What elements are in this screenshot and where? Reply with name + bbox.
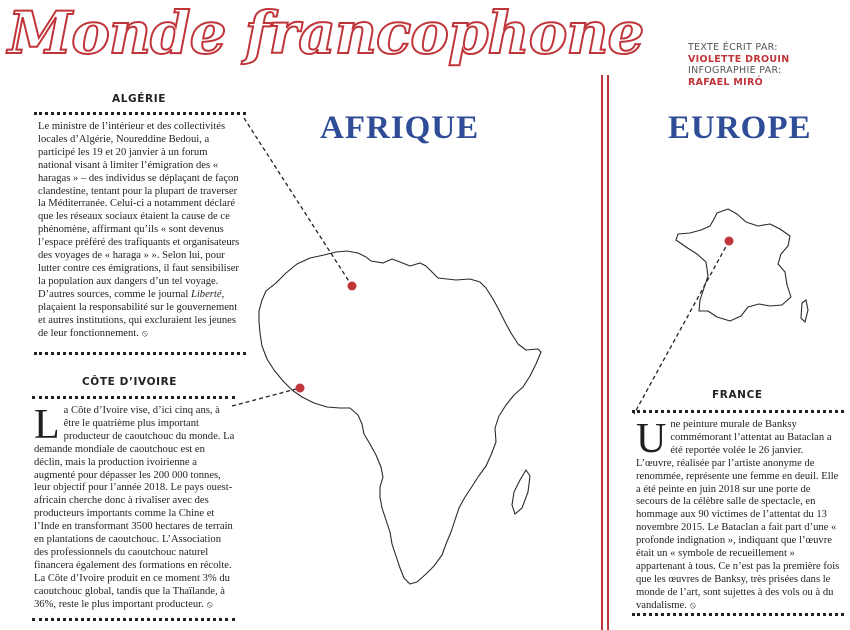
ivory-coast-dotted-rule-top [32, 396, 235, 399]
graphic-author: RAFAEL MIRÓ [688, 76, 763, 88]
ivory-coast-article-box [32, 396, 235, 624]
paris-marker [725, 237, 734, 246]
france-article-box [632, 410, 844, 620]
algeria-leader-line [244, 118, 352, 286]
ivory-coast-section-title: CÔTE D’IVOIRE [82, 376, 178, 388]
france-dotted-rule-top [632, 410, 844, 413]
corsica-map-outline [801, 300, 808, 322]
ivory-coast-marker [296, 384, 305, 393]
france-article-text: ne peinture murale de Banksy commémorant l’attentat au Bataclan a été reportée volée le 26 janvier. L’œuvre, réalisée par l’artiste anonyme de renommée, représente une femme en deuil. Elle a été peinte en juin 2018 sur une porte de secours de la célèbre salle de spectacle, en hommage aux 90 victimes de l’attentat du 13 novembre 2015. Le Bataclan a fait part d’une « profonde indignation », indiquant que l’œuvre était un « symbole de recueillement » appartenant à tous. Ce n’est pas la première fois que les œuvres de Banksy, très prisées dans le monde de l’art, sont sujettes à des vols ou à du vandalisme. [636, 419, 840, 611]
france-article-body [636, 416, 842, 613]
ivory-coast-article-body [34, 402, 235, 612]
graphic-credit-label: INFOGRAPHIE PAR: [688, 65, 782, 76]
end-of-article-icon: ⦸ [206, 599, 213, 610]
algeria-article-text-end: , plaçaient la responsabilité sur le gouvernement et autres institutions, qui excluraient les jeunes de leur fonctionnement. [38, 288, 238, 339]
text-author: VIOLETTE DROUIN [688, 53, 790, 65]
end-of-article-icon: ⦸ [141, 328, 148, 339]
france-dropcap: U [636, 416, 667, 462]
algeria-dotted-rule-top [34, 112, 246, 115]
france-map-outline [676, 209, 791, 321]
algeria-article-box [34, 112, 246, 358]
africa-map-outline [259, 251, 541, 584]
algeria-article-text: Le ministre de l’intérieur et des collectivités locales d’Algérie, Noureddine Bedoui, a participé les 19 et 20 janvier à un forum national visant à limiter l’émigration des « haragas » – des individus se déplaçant de façon clandestine, tentant pour la plupart de traverser la Méditerranée. Celui-ci a notamment déclaré que les réseaux sociaux étaient la cause de ce phénomène, affirmant qu’ils « sont devenus l’espace préféré des trafiquants et organisateurs des voyages de « haraga » ». Selon lui, pour lutter contre ces émigrations, il faut sensibiliser la population aux dangers d’un tel voyage. D’autres sources, comme le journal [38, 121, 240, 300]
algeria-article-italic: Liberté [190, 288, 222, 300]
text-credit-label: TEXTE ÉCRIT PAR: [688, 42, 778, 53]
end-of-article-icon: ⦸ [689, 600, 696, 611]
ivory-coast-dropcap: L [34, 402, 60, 448]
algeria-marker [348, 282, 357, 291]
ivory-coast-leader-line [232, 388, 300, 406]
page-title: Monde francophone [8, 0, 644, 67]
france-dotted-rule-bottom [632, 613, 844, 616]
ivory-coast-dotted-rule-bottom [32, 618, 235, 621]
algeria-article-body [38, 121, 244, 340]
algeria-dotted-rule-bottom [34, 352, 246, 355]
france-section-title: FRANCE [712, 389, 763, 401]
region-heading-europe: EUROPE [668, 110, 812, 146]
region-heading-africa: AFRIQUE [320, 110, 480, 146]
madagascar-map-outline [512, 470, 530, 514]
ivory-coast-article-text: a Côte d’Ivoire vise, d’ici cinq ans, à être le quatrième plus important producteur de caoutchouc du monde. La demande mondiale de caoutchouc est en déclin, mais la production ivoirienne a augmenté pour dépasser les 200 000 tonnes, leur objectif pour l’année 2018. Le pays ouest-africain cherche donc à rivaliser avec des producteurs importants comme la Chine et l’Inde en transformant 3500 hectares de terrain en plantations de caoutchouc. L’Association des professionnels du caoutchouc naturel financera également des formations en récolte. La Côte d’Ivoire produit en ce moment 3% du caoutchouc global, tandis que la Thaïlande, à 36%, reste le plus important producteur. [34, 405, 235, 610]
algeria-section-title: ALGÉRIE [112, 93, 166, 105]
